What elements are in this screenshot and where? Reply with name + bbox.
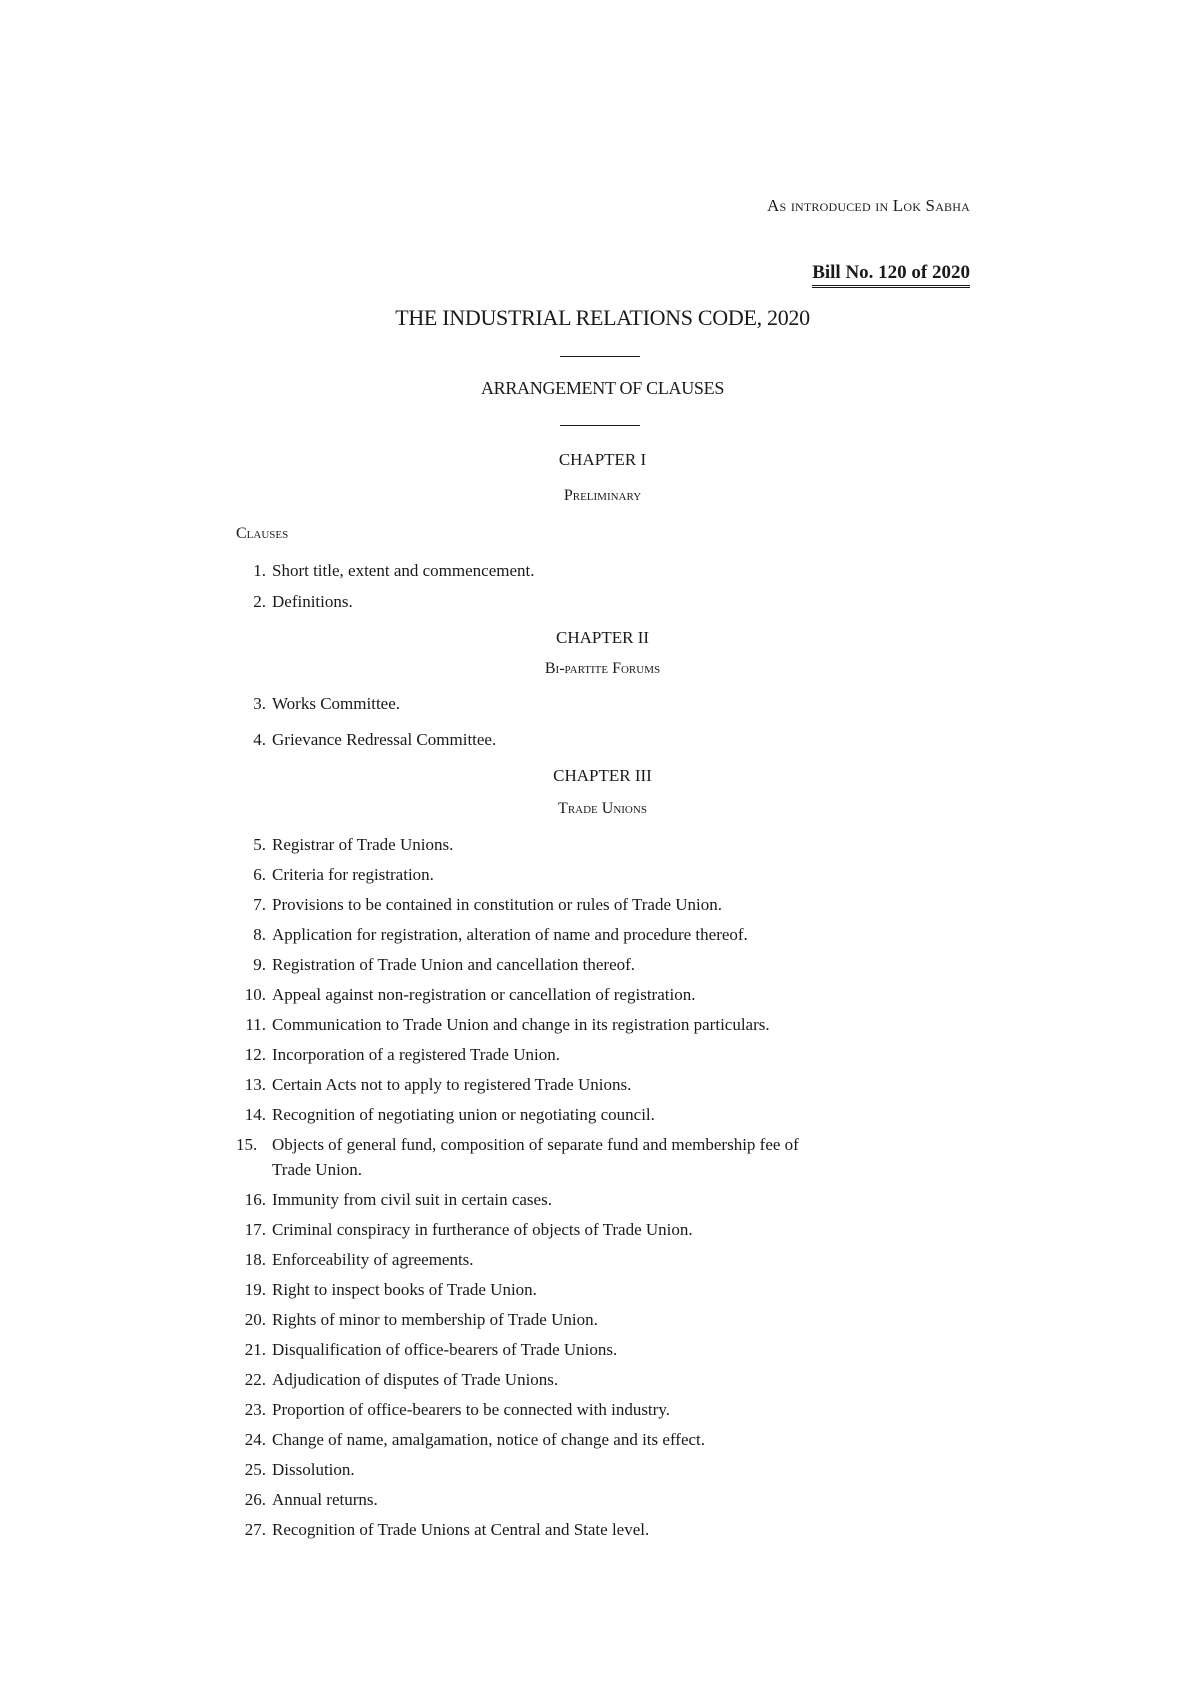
clause-number: 23. xyxy=(244,1400,266,1419)
clause-text: Immunity from civil suit in certain cases. xyxy=(272,1190,552,1209)
clauses-label: Clauses xyxy=(236,525,289,542)
clause-item xyxy=(236,952,966,977)
clause-text: Appeal against non-registration or cancellation of registration. xyxy=(272,985,696,1004)
chapter-heading: CHAPTER I xyxy=(558,450,647,469)
clause-text: Rights of minor to membership of Trade Union. xyxy=(272,1310,598,1329)
clause-number: 10. xyxy=(244,985,266,1004)
clause-item xyxy=(236,1277,966,1302)
clause-text: Communication to Trade Union and change in its registration particulars. xyxy=(272,1015,770,1034)
divider-rule xyxy=(560,425,640,426)
clause-item xyxy=(236,1072,966,1097)
clause-item xyxy=(236,1307,966,1332)
clause-item xyxy=(236,558,966,583)
clause-number: 14. xyxy=(244,1105,266,1124)
clause-item xyxy=(236,1247,966,1272)
clause-number: 5. xyxy=(253,835,266,854)
clause-text: Works Committee. xyxy=(272,694,401,713)
clause-item xyxy=(236,1132,966,1182)
clause-number: 3. xyxy=(253,694,266,713)
clause-number: 13. xyxy=(244,1075,266,1094)
clause-number: 18. xyxy=(244,1250,266,1269)
clause-text: Grievance Redressal Committee. xyxy=(272,730,497,749)
divider-rule xyxy=(560,356,640,357)
chapter-subheading: Bi-partite Forums xyxy=(544,660,661,677)
clause-item xyxy=(236,1187,966,1212)
clause-item xyxy=(236,982,966,1007)
chapter-heading: CHAPTER II xyxy=(555,628,650,647)
clause-item xyxy=(236,832,966,857)
clause-text: Definitions. xyxy=(272,592,353,611)
clause-number: 15. xyxy=(236,1135,258,1154)
clause-text: Criminal conspiracy in furtherance of objects of Trade Union. xyxy=(272,1220,693,1239)
clause-number: 2. xyxy=(253,592,266,611)
clause-item xyxy=(236,1517,966,1542)
clause-item xyxy=(236,589,966,614)
clause-item xyxy=(236,892,966,917)
clause-item xyxy=(236,1042,966,1067)
clause-text: Annual returns. xyxy=(272,1490,378,1509)
clause-item xyxy=(236,862,966,887)
clause-text: Registration of Trade Union and cancellation thereof. xyxy=(272,955,636,974)
clause-item xyxy=(236,1397,966,1422)
clause-item xyxy=(236,1217,966,1242)
arrangement-heading: ARRANGEMENT OF CLAUSES xyxy=(480,378,725,398)
clause-number: 9. xyxy=(253,955,266,974)
clause-number: 12. xyxy=(244,1045,266,1064)
clause-text: Right to inspect books of Trade Union. xyxy=(272,1280,537,1299)
clause-text: Adjudication of disputes of Trade Unions. xyxy=(272,1370,559,1389)
clause-item xyxy=(236,1102,966,1127)
clause-text: Disqualification of office-bearers of Trade Unions. xyxy=(272,1340,618,1359)
clause-item xyxy=(236,1367,966,1392)
clause-number: 24. xyxy=(244,1430,266,1449)
clause-text: Proportion of office-bearers to be connected with industry. xyxy=(272,1400,670,1419)
clause-text-continued: Trade Union. xyxy=(272,1160,363,1179)
clause-number: 26. xyxy=(244,1490,266,1509)
clause-item xyxy=(236,727,966,752)
clause-item xyxy=(236,1487,966,1512)
clause-text: Objects of general fund, composition of separate fund and membership fee of xyxy=(272,1135,799,1154)
clause-item xyxy=(236,1427,966,1452)
clause-item xyxy=(236,691,966,716)
clause-item xyxy=(236,1337,966,1362)
clause-text: Application for registration, alteration of name and procedure thereof. xyxy=(272,925,748,944)
clause-number: 8. xyxy=(253,925,266,944)
clause-text: Change of name, amalgamation, notice of change and its effect. xyxy=(272,1430,706,1449)
chapter-subheading: Preliminary xyxy=(563,487,642,504)
document-title: THE INDUSTRIAL RELATIONS CODE, 2020 xyxy=(395,305,810,330)
clause-number: 7. xyxy=(253,895,266,914)
bill-number: Bill No. 120 of 2020 xyxy=(812,262,970,288)
clause-number: 25. xyxy=(244,1460,266,1479)
clause-number: 22. xyxy=(244,1370,266,1389)
clause-number: 27. xyxy=(244,1520,266,1539)
chapter-heading: CHAPTER III xyxy=(553,766,652,785)
clause-number: 17. xyxy=(244,1220,266,1239)
clause-text: Incorporation of a registered Trade Union. xyxy=(272,1045,560,1064)
clause-number: 6. xyxy=(253,865,266,884)
clause-text: Recognition of negotiating union or negotiating council. xyxy=(272,1105,655,1124)
clause-item xyxy=(236,1457,966,1482)
clause-number: 1. xyxy=(253,561,266,580)
introduced-note: As introduced in Lok Sabha xyxy=(767,196,970,215)
clause-text: Criteria for registration. xyxy=(272,865,434,884)
clause-number: 19. xyxy=(244,1280,266,1299)
clause-number: 4. xyxy=(253,730,266,749)
clause-text: Recognition of Trade Unions at Central and State level. xyxy=(272,1520,650,1539)
clause-text: Provisions to be contained in constitution or rules of Trade Union. xyxy=(272,895,722,914)
clause-text: Registrar of Trade Unions. xyxy=(272,835,454,854)
clause-number: 11. xyxy=(245,1015,266,1034)
clause-text: Certain Acts not to apply to registered Trade Unions. xyxy=(272,1075,632,1094)
clause-text: Short title, extent and commencement. xyxy=(272,561,535,580)
clause-number: 20. xyxy=(244,1310,266,1329)
clause-text: Enforceability of agreements. xyxy=(272,1250,474,1269)
clause-item xyxy=(236,922,966,947)
clause-item xyxy=(236,1012,966,1037)
clause-number: 16. xyxy=(244,1190,266,1209)
chapter-subheading: Trade Unions xyxy=(558,800,647,817)
clause-number: 21. xyxy=(244,1340,266,1359)
clause-text: Dissolution. xyxy=(272,1460,355,1479)
